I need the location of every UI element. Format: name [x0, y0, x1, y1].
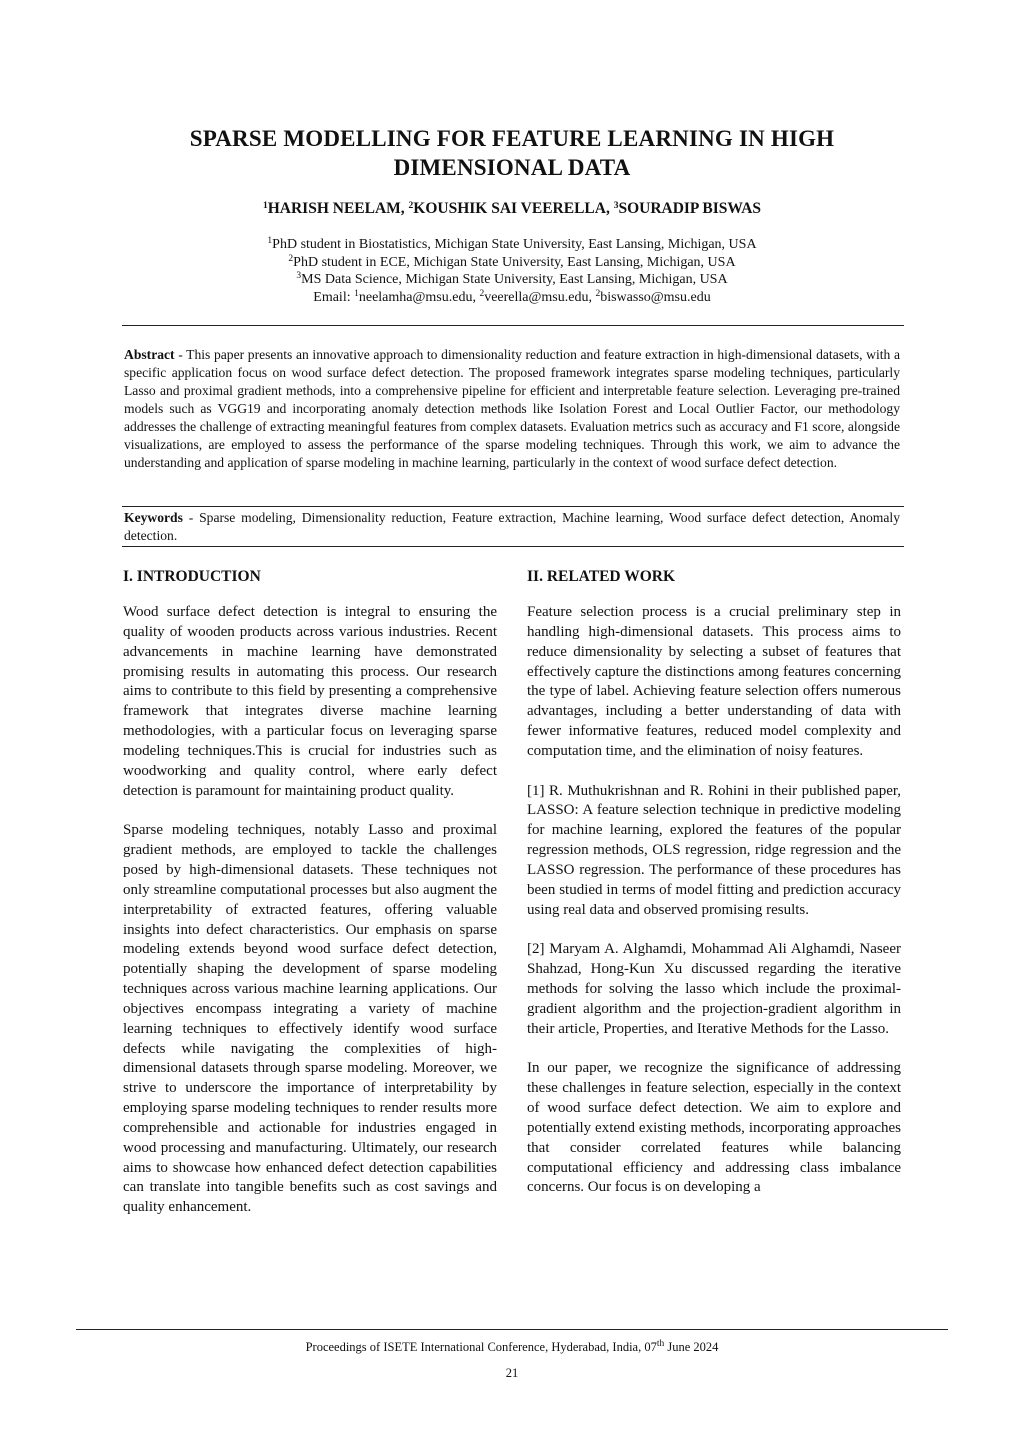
affiliation-2: [100, 254, 924, 272]
related-paragraph-1: Feature selection process is a crucial preliminary step in handling high-dimensional datasets. This process aims to reduce dimensionality by selecting a subset of features that effectively capture the distinctions among features concerning the type of label. Achieving feature selection offers numerous advantages, including a better understanding of data with fewer informative features, reduced model complexity and computation time, and the elimination of noisy features.: [527, 604, 901, 759]
abstract: [124, 346, 900, 472]
left-column: [123, 566, 497, 1218]
keywords-top-divider: [122, 506, 904, 507]
related-paragraph-3: [2] Maryam A. Alghamdi, Mohammad Ali Alghamdi, Naseer Shahzad, Hong-Kun Xu discussed regarding the iterative methods for solving the lasso which include the proximal-gradient algorithm and the projection-gradient algorithm in their article, Properties, and Iterative Methods for the Lasso.: [527, 941, 901, 1037]
affiliation-3-sup: 3: [296, 271, 302, 282]
email-2-link[interactable]: veerella@msu.edu,: [484, 289, 596, 305]
paper-title: [120, 124, 904, 182]
email-3-sup: 2: [595, 288, 601, 299]
related-paragraph-2: [1] R. Muthukrishnan and R. Rohini in their published paper, LASSO: A feature selection technique in predictive modeling for machine learning, explored the features of the popular regression methods, OLS regression, ridge regression and the LASSO regression. The performance of these procedures has been studied in terms of model fitting and prediction accuracy using real data and observed promising results.: [527, 782, 901, 918]
footer-sup: th: [656, 1339, 665, 1349]
email-label: Email:: [313, 289, 355, 305]
related-work-heading: II. RELATED WORK: [527, 568, 675, 585]
author-2-name: KOUSHIK SAI VEERELLA,: [413, 200, 614, 217]
title-line-2: DIMENSIONAL DATA: [393, 155, 631, 180]
author-1-name: HARISH NEELAM,: [267, 200, 409, 217]
footer-text-before: Proceedings of ISETE International Conference, Hyderabad, India, 07: [305, 1340, 657, 1354]
footer-divider: [76, 1329, 948, 1330]
keywords-text: - Sparse modeling, Dimensionality reduction, Feature extraction, Machine learning, Wood surface defect detection, Anomaly detection.: [124, 510, 900, 543]
affiliations: [100, 236, 924, 306]
header-divider: [122, 325, 904, 326]
page-number: 21: [505, 1366, 519, 1380]
author-3-sup: 3: [613, 201, 619, 211]
email-2-sup: 2: [479, 288, 485, 299]
affiliation-1-sup: 1: [267, 236, 273, 246]
affiliation-1-text: PhD student in Biostatistics, Michigan State University, East Lansing, Michigan, USA: [272, 237, 757, 252]
footer-text-after: June 2024: [664, 1340, 719, 1354]
affiliation-2-text: PhD student in ECE, Michigan State University, East Lansing, Michigan, USA: [293, 254, 736, 270]
author-list: [100, 200, 924, 218]
intro-paragraph-1: Wood surface defect detection is integral to ensuring the quality of wooden products across various industries. Recent advancements in machine learning have demonstrated promising results in automating this process. Our research aims to contribute to this field by presenting a comprehensive framework that integrates diverse machine learning methodologies, with a particular focus on leveraging sparse modeling techniques.This is crucial for industries such as woodworking and quality control, where early defect detection is paramount for maintaining product quality.: [123, 604, 497, 799]
title-line-1: SPARSE MODELLING FOR FEATURE LEARNING IN HIGH: [189, 126, 835, 151]
email-3-link[interactable]: biswasso@msu.edu: [600, 289, 711, 305]
email-1-link[interactable]: neelamha@msu.edu,: [358, 289, 480, 305]
keywords-bottom-divider: [122, 546, 904, 547]
abstract-label: Abstract: [124, 347, 175, 362]
affiliation-3-text: MS Data Science, Michigan State University, East Lansing, Michigan, USA: [301, 272, 728, 288]
related-paragraph-4: In our paper, we recognize the significance of addressing these challenges in feature selection, especially in the context of wood surface defect detection. We aim to explore and potentially extend existing methods, incorporating approaches that consider correlated features while balancing computational efficiency and addressing class imbalance concerns. Our focus is on developing a: [527, 1060, 901, 1196]
keywords-label: Keywords: [124, 510, 183, 525]
affiliation-1: [100, 236, 924, 254]
author-2-sup: 2: [408, 201, 414, 211]
author-1-sup: 1: [262, 201, 268, 211]
keywords: [124, 509, 900, 545]
affiliation-3: [100, 271, 924, 289]
abstract-text: - This paper presents an innovative approach to dimensionality reduction and feature extraction in high-dimensional datasets, with a specific application focus on wood surface defect detection. The proposed framework integrates sparse modeling techniques, particularly Lasso and proximal gradient methods, into a comprehensive pipeline for efficient and interpretable feature selection. Leveraging pre-trained models such as VGG19 and incorporating anomaly detection methods like Isolation Forest and Local Outlier Factor, our methodology addresses the challenge of extracting meaningful features from complex datasets. Evaluation metrics such as accuracy and F1 score, alongside visualizations, are employed to assess the performance of the sparse modeling techniques. Through this work, we aim to advance the understanding and application of sparse modeling in machine learning, particularly in the context of wood surface defect detection.: [124, 347, 900, 470]
conference-footer: [100, 1340, 924, 1355]
intro-heading: I. INTRODUCTION: [123, 568, 261, 585]
author-3-name: SOURADIP BISWAS: [618, 200, 762, 217]
email-1-sup: 1: [354, 288, 359, 299]
intro-paragraph-2: Sparse modeling techniques, notably Lasso and proximal gradient methods, are employed to tackle the challenges posed by high-dimensional datasets. These techniques not only streamline computational processes but also augment the interpretability of extracted features, offering valuable insights into defect characteristics. Our emphasis on sparse modeling extends beyond wood surface defect detection, potentially shaping the development of sparse modeling techniques across various machine learning applications. Our objectives encompass integrating a variety of machine learning techniques to effectively identify wood surface defects while navigating the complexities of high-dimensional datasets through sparse modeling. Moreover, we strive to underscore the importance of interpretability by employing sparse modeling techniques to render results more comprehensible and actionable for industries engaged in wood processing and manufacturing. Ultimately, our research aims to showcase how enhanced defect detection capabilities can translate into tangible benefits such as cost savings and quality enhancement.: [123, 822, 497, 1216]
right-column: [527, 566, 901, 1198]
email-line: [100, 289, 924, 307]
affiliation-2-sup: 2: [288, 253, 294, 264]
